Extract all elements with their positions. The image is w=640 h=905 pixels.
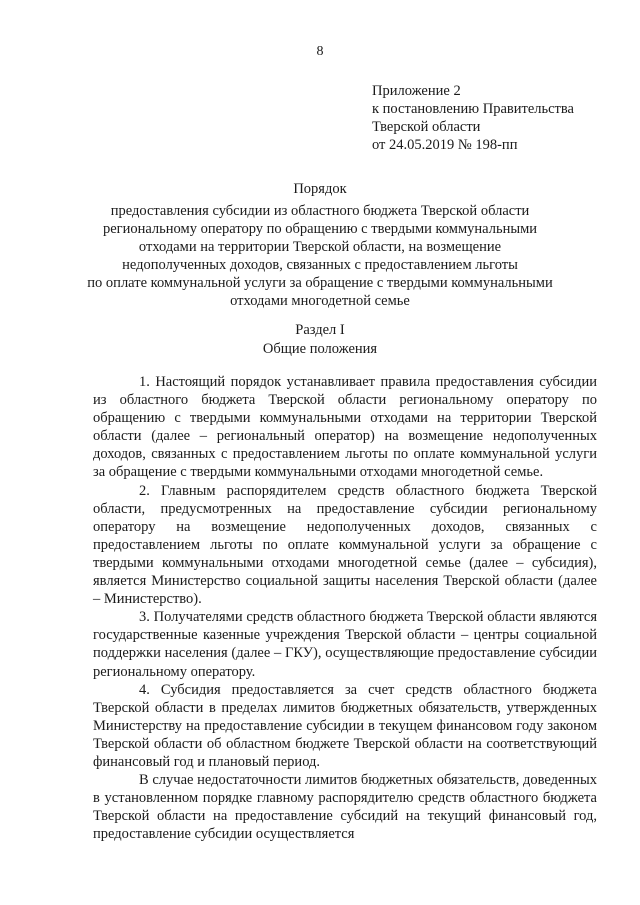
title-line: отходами на территории Тверской области, на возмещение — [138, 239, 502, 255]
section-name: Общие положения — [262, 341, 378, 357]
paragraph: 2. Главным распорядителем средств областного бюджета Тверской области, предусмотренных на предоставление субсидии региональному оператору на возмещение недополученных доходов, связанных с предоставлением льготы по оплате коммунальной услуги за обращение с твердыми коммунальными отходами многодетной семье (далее – субсидия), является Министерство социальной защиты населения Тверской области (далее – Министерство). — [93, 482, 597, 608]
title-word: Порядок — [293, 181, 347, 197]
appendix-line: к постановлению Правительства — [372, 101, 574, 117]
document-body — [93, 373, 597, 843]
title-line: отходами многодетной семье — [230, 293, 410, 309]
paragraph: 1. Настоящий порядок устанавливает правила предоставления субсидии из областного бюджета Тверской области региональному оператору по обращению с твердыми коммунальными отходами на территории Тверской области (далее – региональный оператор) на возмещение недополученных доходов, связанных с предоставлением льготы по оплате коммунальной услуги за обращение с твердыми коммунальными отходами многодетной семье. — [93, 374, 597, 481]
title-line: недополученных доходов, связанных с предоставлением льготы — [122, 257, 518, 273]
title-line: предоставления субсидии из областного бюджета Тверской области — [110, 203, 530, 219]
paragraph: 4. Субсидия предоставляется за счет средств областного бюджета Тверской области в пределах лимитов бюджетных обязательств, утвержденных Министерству на предоставление субсидии в текущем финансовом году законом Тверской области об областном бюджете Тверской области на соответствующий финансовый год и плановый период. — [93, 681, 597, 770]
document-title — [80, 180, 560, 310]
appendix-line: Приложение 2 — [372, 83, 461, 99]
appendix-line: Тверской области — [372, 119, 481, 135]
appendix-line: от 24.05.2019 № 198-пп — [372, 137, 518, 153]
title-line: по оплате коммунальной услуги за обращение с твердыми коммунальными — [87, 275, 553, 291]
page-number: 8 — [316, 44, 324, 59]
section-number: Раздел I — [295, 322, 345, 338]
appendix-header — [372, 82, 574, 154]
paragraph: В случае недостаточности лимитов бюджетных обязательств, доведенных в установленном порядке главному распорядителю средств областного бюджета Тверской области на предоставление субсидий на текущий финансовый год, предоставление субсидии осуществляется — [93, 772, 597, 843]
paragraph: 3. Получателями средств областного бюджета Тверской области являются государственные казенные учреждения Тверской области – центры социальной поддержки населения (далее – ГКУ), осуществляющие предоставление субсидии региональному оператору. — [93, 609, 597, 680]
section-heading — [0, 321, 640, 359]
title-line: региональному оператору по обращению с твердыми коммунальными — [102, 221, 538, 237]
